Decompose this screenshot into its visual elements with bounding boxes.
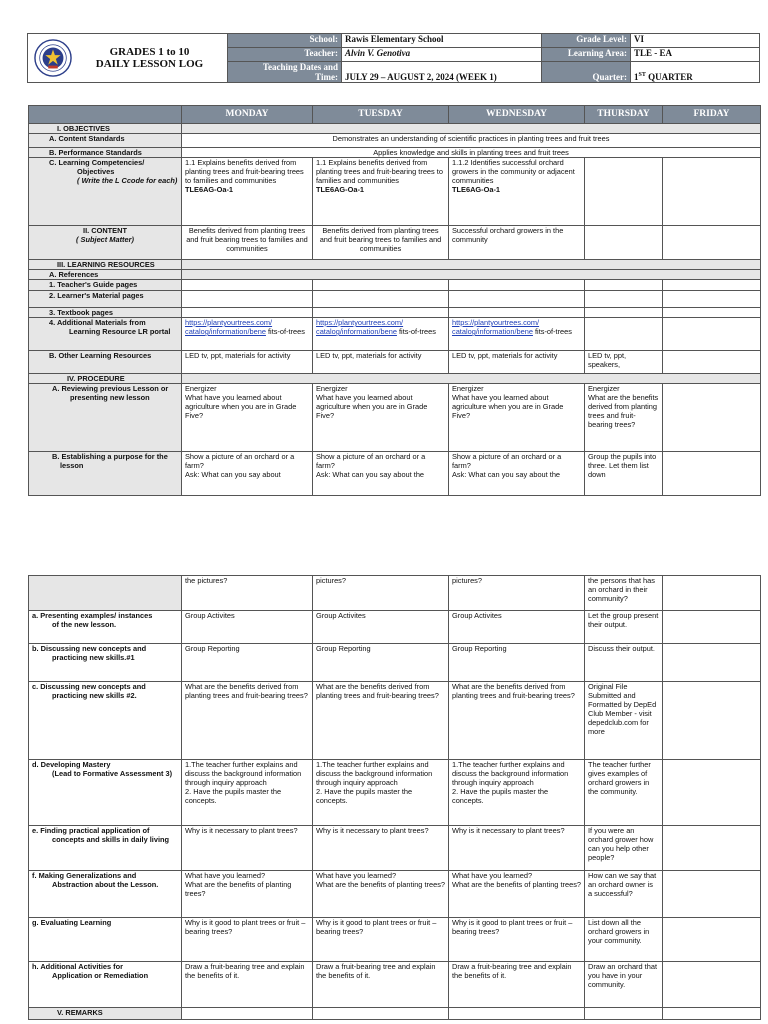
- content-standards-row: [29, 134, 761, 148]
- review-label: [29, 384, 182, 452]
- discussing-1-monday: Group Reporting: [182, 644, 313, 682]
- textbook-row: [29, 308, 761, 318]
- review-tuesday: Energizer What have you learned about agriculture when you are in Grade Five?: [313, 384, 449, 452]
- resource-link-monday-tail: fits-of-trees: [265, 327, 305, 336]
- discussing-1-label-2: practicing new skills.#1: [52, 653, 135, 662]
- objectives-label: I. OBJECTIVES: [29, 124, 182, 134]
- discussing-2-row: [29, 682, 761, 760]
- discussing-1-row: [29, 644, 761, 682]
- lesson-table-part-2: [28, 575, 761, 1020]
- practical-application-thursday: If you were an orchard grower how can you help other people?: [585, 826, 663, 871]
- grade-value: VI: [631, 34, 760, 48]
- additional-materials-wednesday: [449, 318, 585, 351]
- grade-label: Grade Level:: [542, 34, 631, 48]
- review-monday: Energizer What have you learned about agriculture when you are in Grade Five?: [182, 384, 313, 452]
- teacher-label: Teacher:: [228, 48, 342, 62]
- generalization-label: [29, 871, 182, 918]
- discussing-2-label: [29, 682, 182, 760]
- content-standards-text: Demonstrates an understanding of scientific practices in planting trees and fruit trees: [182, 134, 761, 148]
- generalization-monday: What have you learned? What are the benefits of planting trees?: [182, 871, 313, 918]
- developing-mastery-tuesday: 1.The teacher further explains and discuss the background information through inquiry approach 2. Have the pupils master the concepts.: [313, 760, 449, 826]
- developing-mastery-label-2: (Lead to Formative Assessment 3): [52, 769, 173, 778]
- competency-monday-code: TLE6AG-Oa-1: [185, 185, 234, 194]
- resource-link-wednesday-tail: fits-of-trees: [532, 327, 572, 336]
- discussing-1-label-1: b. Discussing new concepts and: [32, 644, 147, 653]
- dates-value: JULY 29 – AUGUST 2, 2024 (WEEK 1): [342, 62, 542, 83]
- review-row: [29, 384, 761, 452]
- additional-materials-monday: [182, 318, 313, 351]
- competency-wednesday: [449, 158, 585, 226]
- discussing-1-wednesday: Group Reporting: [449, 644, 585, 682]
- performance-standards-row: [29, 148, 761, 158]
- resource-link-monday-2: catalog/information/bene: [185, 327, 266, 336]
- quarter-text: QUARTER: [645, 72, 693, 82]
- review-label-1: A. Reviewing previous Lesson or: [52, 384, 169, 393]
- purpose-row: [29, 452, 761, 496]
- title-line-2: DAILY LESSON LOG: [95, 58, 204, 70]
- references-label: A. References: [29, 270, 182, 280]
- presenting-examples-tuesday: Group Activites: [313, 611, 449, 644]
- day-header-row: [29, 106, 761, 124]
- content-label-2: ( Subject Matter): [76, 235, 134, 244]
- resource-link-wednesday[interactable]: [452, 318, 539, 336]
- purpose-label-1: B. Establishing a purpose for the: [52, 452, 168, 461]
- developing-mastery-wednesday: 1.The teacher further explains and discuss the background information through inquiry approach 2. Have the pupils master the concepts.: [449, 760, 585, 826]
- day-header-blank: [29, 106, 182, 124]
- area-value: TLE - EA: [631, 48, 760, 62]
- performance-standards-label: B. Performance Standards: [29, 148, 182, 158]
- dates-label: [228, 62, 342, 83]
- additional-activities-tuesday: Draw a fruit-bearing tree and explain the benefits of it.: [313, 962, 449, 1008]
- other-resources-thursday: LED tv, ppt, speakers,: [585, 351, 663, 374]
- evaluating-tuesday: Why is it good to plant trees or fruit –bearing trees?: [313, 918, 449, 962]
- competency-wednesday-text: 1.1.2 Identifies successful orchard growers in the community or adjacent communities: [452, 158, 575, 185]
- resource-link-monday[interactable]: [185, 318, 272, 336]
- presenting-examples-label-2: of the new lesson.: [52, 620, 117, 629]
- day-header-tuesday: TUESDAY: [313, 106, 449, 124]
- practical-application-row: [29, 826, 761, 871]
- textbook-label: 3. Textbook pages: [29, 308, 182, 318]
- generalization-wednesday: What have you learned? What are the benefits of planting trees?: [449, 871, 585, 918]
- additional-materials-label-1: 4. Additional Materials from: [49, 318, 146, 327]
- evaluating-monday: Why is it good to plant trees or fruit –bearing trees?: [182, 918, 313, 962]
- generalization-label-2: Abstraction about the Lesson.: [52, 880, 159, 889]
- dates-label-2: Time:: [315, 72, 338, 82]
- quarter-number: 1: [634, 72, 639, 82]
- teachers-guide-label: 1. Teacher's Guide pages: [29, 280, 182, 291]
- discussing-2-wednesday: What are the benefits derived from planting trees and fruit-bearing trees?: [449, 682, 585, 760]
- remarks-row: [29, 1008, 761, 1020]
- discussing-2-tuesday: What are the benefits derived from planting trees and fruit-bearing trees?: [313, 682, 449, 760]
- school-label: School:: [228, 34, 342, 48]
- generalization-tuesday: What have you learned? What are the benefits of planting trees?: [313, 871, 449, 918]
- additional-activities-label-2: Application or Remediation: [52, 971, 149, 980]
- learners-material-row: [29, 291, 761, 308]
- presenting-examples-thursday: Let the group present their output.: [585, 611, 663, 644]
- competency-tuesday: [313, 158, 449, 226]
- competency-tuesday-text: 1.1 Explains benefits derived from planting trees and fruit-bearing trees to families and communities: [316, 158, 443, 185]
- competency-monday: [182, 158, 313, 226]
- review-label-2: presenting new lesson: [70, 393, 150, 402]
- review-wednesday: Energizer What have you learned about agriculture when you are in Grade Five?: [449, 384, 585, 452]
- area-label: Learning Area:: [542, 48, 631, 62]
- other-resources-wednesday: LED tv, ppt, materials for activity: [449, 351, 585, 374]
- generalization-row: [29, 871, 761, 918]
- other-resources-label: B. Other Learning Resources: [29, 351, 182, 374]
- developing-mastery-row: [29, 760, 761, 826]
- resource-link-wednesday-2: catalog/information/bene: [452, 327, 533, 336]
- discussing-2-thursday: Original File Submitted and Formatted by DepEd Club Member - visit depedclub.com for more: [585, 682, 663, 760]
- content-row: [29, 226, 761, 260]
- discussing-1-thursday: Discuss their output.: [585, 644, 663, 682]
- presenting-examples-label-1: a. Presenting examples/ instances: [32, 611, 153, 620]
- procedure-row: [29, 374, 761, 384]
- competency-wednesday-code: TLE6AG-Oa-1: [452, 185, 501, 194]
- performance-standards-text: Applies knowledge and skills in planting trees and fruit trees: [182, 148, 761, 158]
- practical-application-monday: Why is it necessary to plant trees?: [182, 826, 313, 871]
- discussing-2-label-1: c. Discussing new concepts and: [32, 682, 146, 691]
- resource-link-tuesday-tail: fits-of-trees: [396, 327, 436, 336]
- discussing-1-label: [29, 644, 182, 682]
- additional-activities-monday: Draw a fruit-bearing tree and explain the benefits of it.: [182, 962, 313, 1008]
- developing-mastery-label: [29, 760, 182, 826]
- evaluating-thursday: List down all the orchard growers in your community.: [585, 918, 663, 962]
- presenting-examples-row: [29, 611, 761, 644]
- additional-activities-label-1: h. Additional Activities for: [32, 962, 124, 971]
- competency-tuesday-code: TLE6AG-Oa-1: [316, 185, 365, 194]
- additional-activities-wednesday: Draw a fruit-bearing tree and explain the benefits of it.: [449, 962, 585, 1008]
- day-header-monday: MONDAY: [182, 106, 313, 124]
- competencies-label: [29, 158, 182, 226]
- additional-materials-label-2: Learning Resource LR portal: [69, 327, 171, 336]
- evaluating-wednesday: Why is it good to plant trees or fruit –bearing trees?: [449, 918, 585, 962]
- competencies-label-2: Objectives: [77, 167, 115, 176]
- resource-link-monday-1: https://plantyourtrees.com/: [185, 318, 273, 327]
- other-resources-monday: LED tv, ppt, materials for activity: [182, 351, 313, 374]
- purpose-continued-thursday: the persons that has an orchard in their community?: [585, 576, 663, 611]
- other-resources-row: [29, 351, 761, 374]
- purpose-tuesday: Show a picture of an orchard or a farm? Ask: What can you say about the: [313, 452, 449, 496]
- review-thursday: Energizer What are the benefits derived from planting trees and fruit-bearing trees?: [585, 384, 663, 452]
- generalization-thursday: How can we say that an orchard owner is a successful?: [585, 871, 663, 918]
- purpose-label: [29, 452, 182, 496]
- developing-mastery-monday: 1.The teacher further explains and discuss the background information through inquiry approach 2. Have the pupils master the concepts.: [182, 760, 313, 826]
- day-header-wednesday: WEDNESDAY: [449, 106, 585, 124]
- title-line-1: GRADES 1 to 10: [109, 46, 190, 58]
- content-wednesday: Successful orchard growers in the community: [449, 226, 585, 260]
- competencies-label-3: ( Write the L Ccode for each): [77, 176, 178, 185]
- purpose-monday: Show a picture of an orchard or a farm? Ask: What can you say about: [182, 452, 313, 496]
- additional-activities-label: [29, 962, 182, 1008]
- practical-application-label: [29, 826, 182, 871]
- evaluating-label: g. Evaluating Learning: [29, 918, 182, 962]
- quarter-suffix: ST: [638, 72, 646, 78]
- presenting-examples-wednesday: Group Activites: [449, 611, 585, 644]
- resource-link-wednesday-1: https://plantyourtrees.com/: [452, 318, 540, 327]
- procedure-label: IV. PROCEDURE: [29, 374, 182, 384]
- learners-material-label: 2. Learner's Material pages: [29, 291, 182, 308]
- resource-link-tuesday[interactable]: [316, 318, 403, 336]
- developing-mastery-thursday: The teacher further gives examples of orchard growers in the community.: [585, 760, 663, 826]
- resource-link-tuesday-2: catalog/information/bene: [316, 327, 397, 336]
- day-header-friday: FRIDAY: [663, 106, 761, 124]
- resource-link-tuesday-1: https://plantyourtrees.com/: [316, 318, 404, 327]
- quarter-label: Quarter:: [542, 62, 631, 83]
- quarter-value: [631, 62, 760, 83]
- developing-mastery-label-1: d. Developing Mastery: [32, 760, 111, 769]
- purpose-label-2: lesson: [60, 461, 84, 470]
- additional-activities-row: [29, 962, 761, 1008]
- page-title: [72, 46, 227, 70]
- dates-label-1: Teaching Dates and: [262, 62, 338, 72]
- competencies-row: [29, 158, 761, 226]
- day-header-thursday: THURSDAY: [585, 106, 663, 124]
- practical-application-tuesday: Why is it necessary to plant trees?: [313, 826, 449, 871]
- generalization-label-1: f. Making Generalizations and: [32, 871, 137, 880]
- practical-application-label-1: e. Finding practical application of: [32, 826, 150, 835]
- purpose-wednesday: Show a picture of an orchard or a farm? Ask: What can you say about the: [449, 452, 585, 496]
- resources-row: [29, 260, 761, 270]
- content-label-1: II. CONTENT: [83, 226, 127, 235]
- content-label: [29, 226, 182, 260]
- other-resources-tuesday: LED tv, ppt, materials for activity: [313, 351, 449, 374]
- remarks-label: V. REMARKS: [29, 1008, 182, 1020]
- competency-monday-text: 1.1 Explains benefits derived from planting trees and fruit-bearing trees to families and communities: [185, 158, 304, 185]
- purpose-continued-wednesday: pictures?: [449, 576, 585, 611]
- title-block: [28, 34, 228, 83]
- objectives-row: [29, 124, 761, 134]
- content-standards-label: A. Content Standards: [29, 134, 182, 148]
- additional-materials-label: [29, 318, 182, 351]
- additional-materials-row: [29, 318, 761, 351]
- header-table: [27, 33, 760, 83]
- additional-activities-thursday: Draw an orchard that you have in your community.: [585, 962, 663, 1008]
- purpose-continued-row: [29, 576, 761, 611]
- practical-application-wednesday: Why is it necessary to plant trees?: [449, 826, 585, 871]
- teachers-guide-row: [29, 280, 761, 291]
- discussing-2-label-2: practicing new skills #2.: [52, 691, 137, 700]
- references-row: [29, 270, 761, 280]
- lesson-table-part-1: [28, 105, 761, 496]
- content-monday: Benefits derived from planting trees and fruit bearing trees to families and communities: [182, 226, 313, 260]
- additional-materials-tuesday: [313, 318, 449, 351]
- teacher-value: Alvin V. Genotiva: [342, 48, 542, 62]
- purpose-continued-monday: the pictures?: [182, 576, 313, 611]
- competencies-label-1: C. Learning Competencies/: [49, 158, 145, 167]
- presenting-examples-label: [29, 611, 182, 644]
- purpose-thursday: Group the pupils into three. Let them list down: [585, 452, 663, 496]
- discussing-2-monday: What are the benefits derived from planting trees and fruit-bearing trees?: [182, 682, 313, 760]
- practical-application-label-2: concepts and skills in daily living: [52, 835, 170, 844]
- school-value: Rawis Elementary School: [342, 34, 542, 48]
- deped-seal-icon: [34, 39, 72, 77]
- presenting-examples-monday: Group Activites: [182, 611, 313, 644]
- resources-label: III. LEARNING RESOURCES: [29, 260, 182, 270]
- content-tuesday: Benefits derived from planting trees and fruit bearing trees to families and communities: [313, 226, 449, 260]
- evaluating-row: [29, 918, 761, 962]
- discussing-1-tuesday: Group Reporting: [313, 644, 449, 682]
- purpose-continued-tuesday: pictures?: [313, 576, 449, 611]
